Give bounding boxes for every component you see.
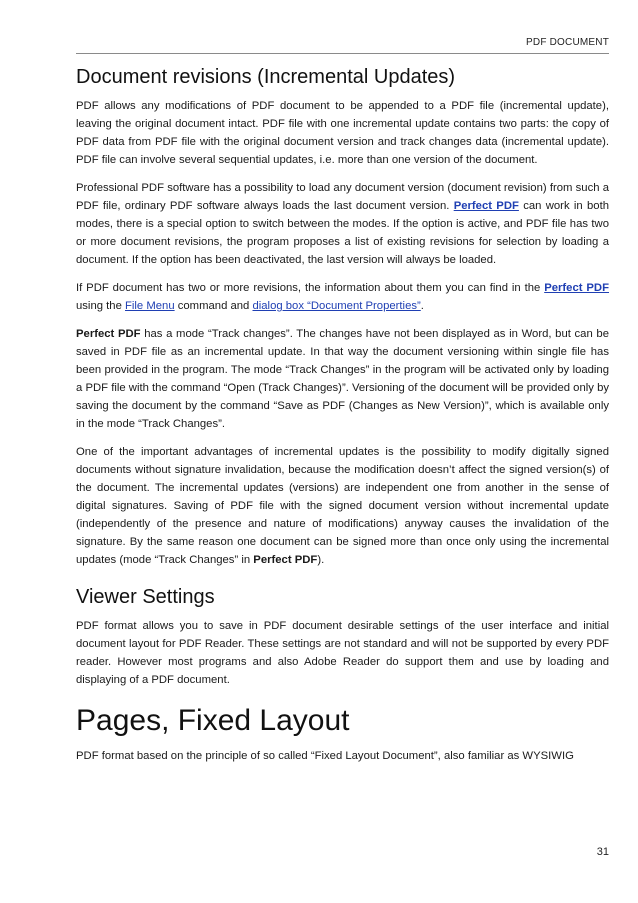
text-run: ).	[317, 554, 325, 566]
paragraph-fixed-layout: PDF format based on the principle of so called “Fixed Layout Document”, also familiar as WYSIWIG	[76, 750, 574, 762]
paragraph-incremental-update: PDF allows any modifications of PDF document to be appended to a PDF file (incremental update), leaving the original document intact. PDF file with one incremental update contains two parts: the copy of PDF data from PDF file with the original document version and track changes data (incremental update). PDF file can involve several sequential updates, i.e. more than one version of the document.	[76, 100, 609, 166]
section-title-pages-fixed-layout: Pages, Fixed Layout	[76, 704, 350, 737]
paragraph-digital-signatures	[76, 443, 609, 569]
paragraph-viewer-settings: PDF format allows you to save in PDF document desirable settings of the user interface and initial document layout for PDF Reader. These settings are not standard and will not be supported by every PDF reader. However most programs and also Adobe Reader do support them and use by loading and displaying of a PDF document.	[76, 620, 609, 686]
document-properties-link[interactable]: dialog box “Document Properties”	[252, 300, 421, 312]
page-content	[76, 59, 609, 775]
text-run: .	[420, 300, 424, 312]
text-run: command and	[174, 300, 253, 312]
running-header: PDF DOCUMENT	[526, 37, 609, 48]
section-title-revisions: Document revisions (Incremental Updates)	[76, 66, 456, 88]
text-run: can work in both modes, there is a special option to switch between the modes. If the option is active, and PDF file has two or more document revisions, the program proposes a list of existing revisions for selection by loading a document. If the option has been deactivated, the last version will always be loaded.	[76, 200, 609, 266]
product-name: Perfect PDF	[76, 328, 141, 340]
file-menu-link[interactable]: File Menu	[125, 300, 175, 312]
text-run: has a mode “Track changes”. The changes have not been displayed as in Word, but can be saved in PDF file as an incremental update. In that way the document versioning within single file has been provided in the program. The mode “Track Changes” in the program will be activated only by loading a PDF file with the command “Open (Track Changes)”. Versioning of the document will be provided only by saving the document by the command “Save as PDF (Changes as New Version)”, which is available only in the mode “Track Changes”.	[76, 328, 609, 430]
text-run: using the	[76, 300, 125, 312]
perfect-pdf-link[interactable]: Perfect PDF	[544, 282, 609, 294]
paragraph-professional-software	[76, 179, 609, 269]
perfect-pdf-link[interactable]: Perfect PDF	[453, 200, 519, 212]
page-number: 31	[596, 846, 609, 858]
text-run: If PDF document has two or more revisions, the information about them you can find in the	[76, 282, 545, 294]
product-name: Perfect PDF	[253, 554, 318, 566]
paragraph-track-changes	[76, 325, 609, 433]
section-title-viewer-settings: Viewer Settings	[76, 586, 215, 608]
text-run: One of the important advantages of incremental updates is the possibility to modify digitally signed documents without signature invalidation, because the modification doesn’t affect the signed version(s) of the document. The incremental updates (versions) are independent one from another in the sense of digital signatures. Saving of PDF file with the signed document version without incremental update (independently of the presence and nature of modifications) anyway causes the invalidation of the signature. By the same reason one document can be signed more than once only using the incremental updates (mode “Track Changes” in	[76, 446, 609, 566]
text-run: Professional PDF software has a possibility to load any document version (document revision) from such a PDF file, ordinary PDF software always loads the last document version.	[76, 182, 609, 212]
header-rule	[76, 53, 609, 54]
paragraph-revisions-info	[76, 279, 609, 315]
